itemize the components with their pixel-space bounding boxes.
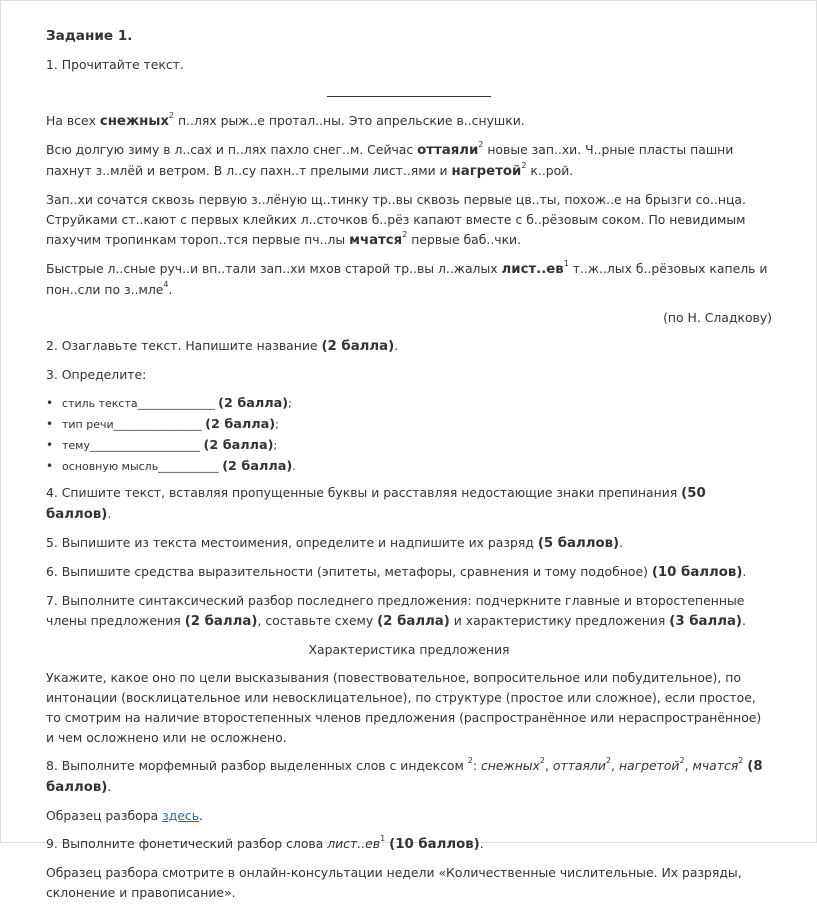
list-item-tail: ; [275,418,279,431]
text-run: Быстрые л..сные руч..и вп..тали зап..хи мхов старой тр..вы л..жалых [46,261,502,276]
list-item [62,393,772,414]
list-item [62,414,772,435]
footer-note: Образец разбора смотрите в онлайн-консультации недели «Количественные числительные. Их разряды, склонение и правописание». [46,865,742,900]
question-5 [46,533,772,554]
intro-instruction: 1. Прочитайте текст. [46,57,184,72]
question-text: 4. Спишите текст, вставляя пропущенные буквы и расставляя недостающие знаки препинания [46,485,682,500]
question-text: . [619,535,624,550]
question-6 [46,562,772,583]
index-sup: 2 [521,161,527,170]
task-title: Задание 1. [46,28,133,44]
text-run: . [168,282,173,297]
question-text: . [394,338,399,353]
bold-word: лист..ев [501,262,564,277]
index-sup: 4 [163,280,169,289]
bold-word: мчатся [349,233,403,248]
question-2 [46,336,772,357]
sample-text: Образец разбора [46,808,163,823]
characteristic-text: Укажите, какое оно по цели высказывания (повествовательное, вопросительное или побудительное), по интонации (восклицательное или невосклицательное), по структуре (простое или сложное), если простое, то смотрим на наличие второстепенных членов предложения (распространённое или нераспространённое) и чем осложнено или не осложнено. [46,670,762,745]
text-paragraph-3 [46,190,772,251]
question-4 [46,483,772,525]
question-8 [46,756,772,798]
sample-link[interactable]: здесь [162,808,200,823]
question-text: . [479,836,484,851]
author-attribution: (по Н. Сладкову) [663,310,772,325]
list-item [62,456,772,477]
text-run: Зап..хи сочатся сквозь первую з..лёную щ..тинку тр..вы сквозь первые цв..ты, похож..е на брызги со..нца. Струйками ст..кают с первых клейких л..сточков б..рёз капают вместе с б..рёзовым соком. По невидимым пахучим тропинкам тороп..тся первые пч..лы [46,192,746,247]
question-text: 6. Выпишите средства выразительности (эпитеты, метафоры, сравнения и тому подобное) [46,564,652,579]
text-paragraph-1 [46,111,772,132]
question-text: . [742,613,746,628]
separator: , [684,758,693,773]
index-sup: 2 [605,756,612,765]
index-sup: 2 [402,230,408,239]
assignment-content [46,26,772,911]
question-text: . [107,779,112,794]
italic-word: оттаяли [552,758,606,773]
text-run: к..рой. [526,163,574,178]
index-sup: 2 [168,111,175,120]
list-item-label: стиль текста______________ [62,397,219,410]
question-7 [46,591,772,632]
question-text: и характеристику предложения [449,613,670,628]
text-run: новые зап..хи. Ч..рные пласты пашни пахнут з..млёй и ветром. В л..су пахн..т прелыми лист..ями и [46,142,734,178]
index-sup: 1 [563,259,569,268]
italic-word: лист..ев [327,836,381,851]
question-text: . [107,506,112,521]
index-sup: 1 [380,834,386,843]
italic-word: снежных [481,758,540,773]
points-badge: (2 балла) [184,614,258,629]
sample-text: . [199,808,203,823]
points-badge: (10 баллов) [651,565,743,580]
index-sup: 2 [738,756,744,765]
text-paragraph-4 [46,259,772,300]
points-badge: (50 баллов) [46,486,706,522]
divider-line [327,96,491,97]
points-badge: (2 балла) [205,417,276,432]
question-text: , составьте схему [257,613,378,628]
list-item-tail: ; [288,397,292,410]
list-item [62,435,772,456]
points-badge: (2 балла) [222,459,293,474]
characteristic-title: Характеристика предложения [308,642,510,657]
italic-word: мчатся [692,758,739,773]
points-badge: (2 балла) [218,396,289,411]
question-text: . [742,564,747,579]
points-badge: (8 баллов) [46,759,763,795]
question-text: 7. Выполните синтаксический разбор последнего предложения: подчеркните главные и второстепенные члены предложения [46,593,745,628]
text-paragraph-2 [46,140,772,182]
separator: , [545,758,553,773]
index-sup: 2 [478,140,484,149]
bold-word: нагретой [451,164,522,179]
index-sup: 2 [539,756,546,765]
list-item-label: тему____________________ [62,439,204,452]
index-sup: 2 [679,756,685,765]
list-item-tail: ; [273,439,278,452]
points-badge: (2 балла) [377,614,450,629]
text-run: Всю долгую зиму в л..сах и п..лях пахло снег..м. Сейчас [46,142,418,157]
question-3-list [46,393,772,477]
question-text: 2. Озаглавьте текст. Напишите название [46,338,322,353]
question-text: : [472,758,481,773]
sample-line [46,806,772,826]
text-run: п..лях рыж..е протал..ны. Это апрельские в..снушки. [174,113,525,128]
points-badge: (3 балла) [669,614,742,629]
list-item-label: основную мысль___________ [62,460,223,473]
list-item-label: тип речи________________ [62,418,206,431]
question-text: 8. Выполните морфемный разбор выделенных слов с индексом [46,758,468,773]
question-9 [46,834,772,855]
points-badge: (5 баллов) [537,536,620,551]
bold-word: оттаяли [417,143,479,158]
separator: , [611,758,619,773]
question-3-title: 3. Определите: [46,367,147,382]
list-item-tail: . [292,460,296,473]
text-run: На всех [46,113,100,128]
points-badge: (2 балла) [203,438,274,453]
text-run: т..ж..лых б..рёзовых капель и пон..сли по з..мле [46,261,768,297]
question-text: 9. Выполните фонетический разбор слова [46,836,328,851]
index-sup: 2 [467,756,473,765]
points-badge: (10 баллов) [389,837,480,852]
text-run: первые баб..чки. [407,232,522,247]
italic-word: нагретой [618,758,680,773]
bold-word: снежных [99,114,169,129]
points-badge: (2 балла) [321,339,395,354]
question-text: 5. Выпишите из текста местоимения, определите и надпишите их разряд [46,535,538,550]
